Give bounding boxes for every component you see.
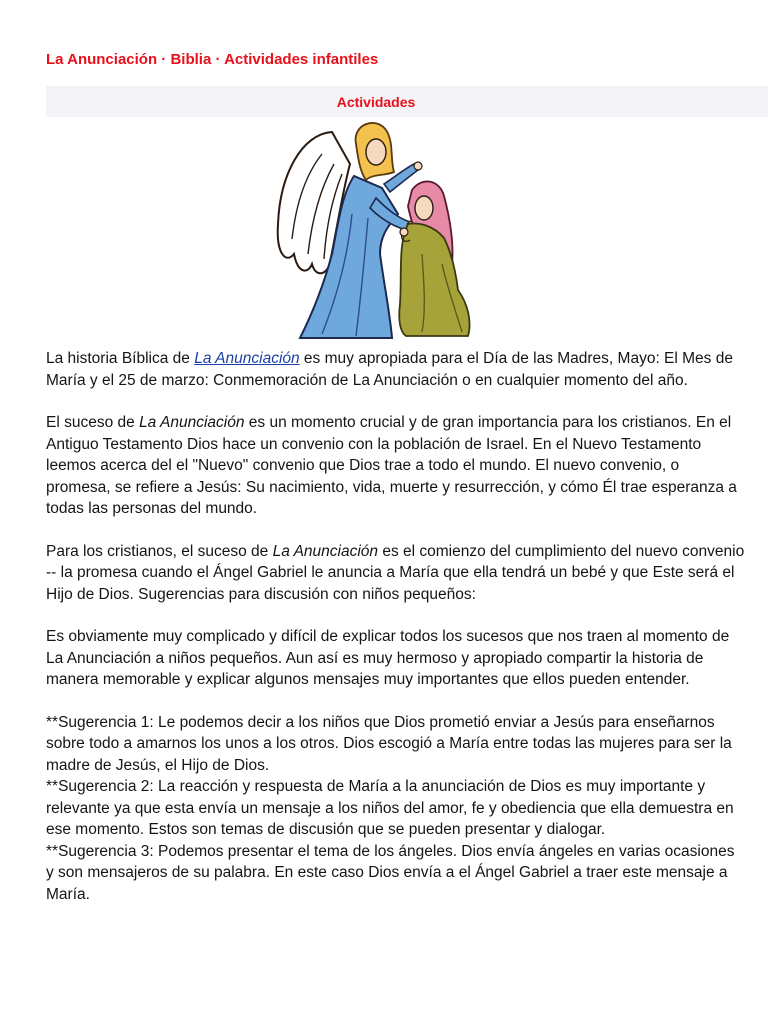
page-title: La Anunciación · Biblia · Actividades infantiles xyxy=(46,51,379,68)
angel-annunciation-illustration xyxy=(272,114,476,342)
anunciacion-link[interactable]: La Anunciación xyxy=(194,350,300,367)
paragraph-explicacion: Es obviamente muy complicado y difícil de explicar todos los sucesos que nos traen al momento de La Anunciación a niños pequeños. Aun así es muy hermoso y apropiado compartir la historia de manera memorable y explicar algunos mensajes muy importantes que ellos pueden entender. xyxy=(46,628,730,688)
paragraph-intro: La historia Bíblica de La Anunciación es muy apropiada para el Día de las Madres, Mayo: El Mes de María y el 25 de marzo: Conmemoración de La Anunciación o en cualquier momento del año. xyxy=(46,350,733,389)
suggestion-2: **Sugerencia 2: La reacción y respuesta de María a la anunciación de Dios es muy importante y relevante ya que esta envía un mensaje a los niños del amor, fe y obediencia que ella demuestra en ese momento. Estos son temas de discusión que se pueden presentar y dialogar. xyxy=(46,778,734,838)
section-heading: Actividades xyxy=(336,94,416,110)
paragraph-cristianos: Para los cristianos, el suceso de La Anunciación es el comienzo del cumplimiento del nuevo convenio -- la promesa cuando el Ángel Gabriel le anuncia a María que ella tendrá un bebé y que Este será el Hijo de Dios. Sugerencias para discusión con niños pequeños: xyxy=(46,542,745,603)
suggestion-3: **Sugerencia 3: Podemos presentar el tema de los ángeles. Dios envía ángeles en varias ocasiones y son mensajeros de su palabra. En este caso Dios envía a el Ángel Gabriel a traer este mensaje a María. xyxy=(46,842,735,903)
section-bar xyxy=(46,86,768,117)
suggestion-1: **Sugerencia 1: Le podemos decir a los niños que Dios prometió enviar a Jesús para enseñarnos sobre todo a amarnos los unos a los otros. Dios escogió a María entre todas las mujeres para ser la madre de Jesús, el Hijo de Dios. xyxy=(46,713,732,774)
article-body xyxy=(46,348,746,905)
paragraph-suceso: El suceso de La Anunciación es un momento crucial y de gran importancia para los cristianos. En el Antiguo Testamento Dios hace un convenio con la población de Israel. En el Nuevo Testamento leemos acerca del el "Nuevo" convenio que Dios trae a todo el mundo. El nuevo convenio, o promesa, se refiere a Jesús: Su nacimiento, vida, muerte y resurrección, y cómo Él trae esperanza a todas las personas del mundo. xyxy=(46,414,737,517)
